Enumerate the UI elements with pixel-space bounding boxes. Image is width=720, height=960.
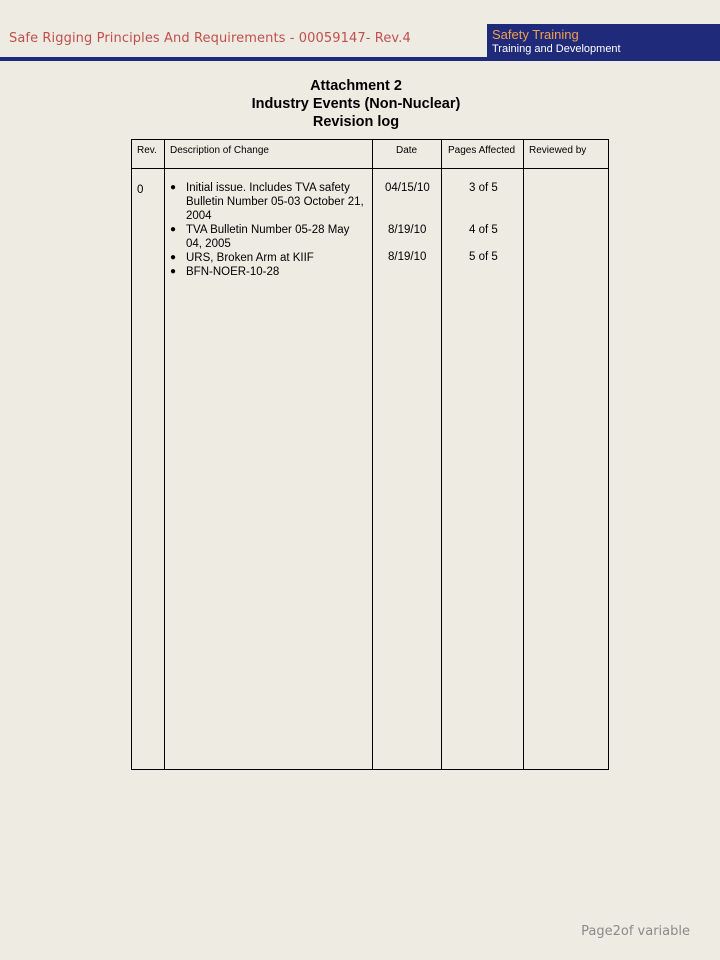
list-item — [170, 223, 368, 251]
list-item — [170, 181, 368, 223]
badge-subtitle: Training and Development — [492, 43, 621, 55]
column-header-reviewed-by: Reviewed by — [529, 145, 587, 156]
header-row-divider — [131, 168, 609, 169]
date-cell: 8/19/10 — [388, 224, 427, 236]
bullet-icon: ● — [170, 182, 177, 193]
revision-log-heading: Revision log — [312, 114, 400, 130]
column-divider — [372, 139, 373, 770]
bullet-icon: ● — [170, 266, 177, 277]
pages-affected-cell: 5 of 5 — [469, 251, 498, 263]
attachment-heading: Attachment 2 — [310, 78, 402, 94]
bullet-icon: ● — [170, 224, 177, 235]
bullet-icon: ● — [170, 252, 177, 263]
column-header-rev: Rev. — [137, 145, 157, 156]
column-header-description: Description of Change — [170, 145, 269, 156]
column-header-date: Date — [396, 145, 418, 156]
description-text: URS, Broken Arm at KIIF — [186, 252, 314, 264]
column-divider — [441, 139, 442, 770]
pages-affected-cell: 4 of 5 — [469, 224, 498, 236]
column-header-pages-affected: Pages Affected — [448, 145, 516, 156]
page-number: Page2of variable — [581, 924, 690, 939]
badge-title: Safety Training — [492, 27, 579, 42]
list-item — [170, 251, 368, 265]
description-text: BFN-NOER-10-28 — [186, 266, 280, 278]
section-heading: Industry Events (Non-Nuclear) — [251, 96, 461, 112]
pages-affected-cell: 3 of 5 — [469, 182, 498, 194]
safety-training-badge — [487, 24, 720, 57]
column-divider — [523, 139, 524, 770]
date-cell: 04/15/10 — [385, 182, 430, 194]
description-text: TVA Bulletin Number 05-28 May 04, 2005 — [186, 224, 350, 250]
document-header-title: Safe Rigging Principles And Requirements - 00059147- Rev.4 — [9, 31, 411, 46]
rev-cell: 0 — [137, 184, 144, 196]
description-text: Initial issue. Includes TVA safety Bulletin Number 05-03 October 21, 2004 — [186, 182, 364, 222]
description-list — [170, 181, 368, 279]
header-rule — [0, 57, 720, 61]
date-cell: 8/19/10 — [388, 251, 427, 263]
list-item — [170, 265, 368, 279]
column-divider — [164, 139, 165, 770]
